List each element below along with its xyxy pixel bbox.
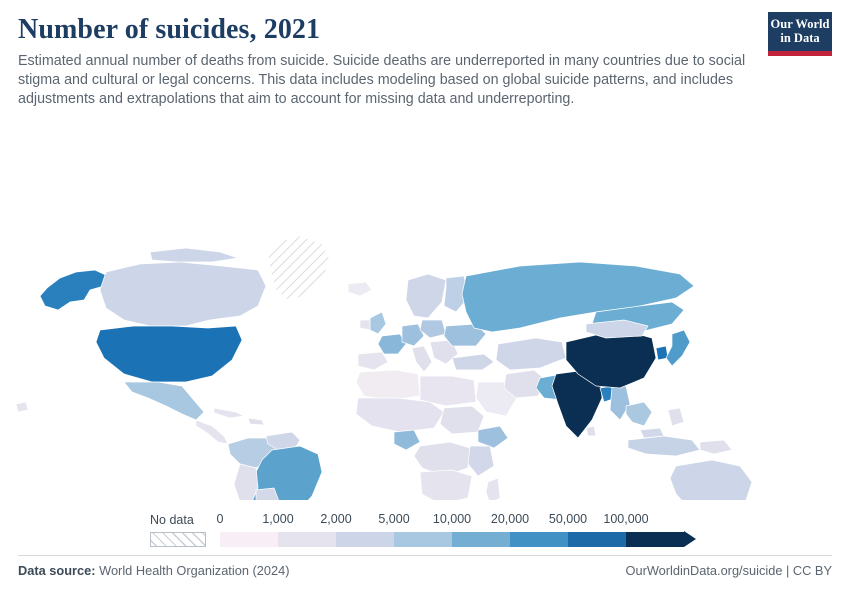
country-cuba (214, 408, 244, 418)
legend-arrow-icon (684, 531, 696, 547)
country-philippines (668, 408, 684, 426)
legend-bin-3[interactable] (394, 532, 452, 547)
legend-bin-6[interactable] (568, 532, 626, 547)
legend-bin-7[interactable] (626, 532, 684, 547)
country-greenland (268, 236, 330, 300)
country-ethiopia (478, 426, 508, 448)
country-canada-islands (150, 248, 238, 262)
logo-line-1: Our World (770, 16, 830, 31)
country-mexico (124, 382, 204, 420)
country-canada (100, 262, 266, 326)
world-choropleth-map[interactable] (0, 120, 850, 500)
country-italy (412, 346, 432, 372)
our-world-in-data-logo[interactable] (768, 12, 832, 56)
chart-footer (18, 555, 832, 584)
country-nigeria (394, 430, 420, 450)
legend-bin-2[interactable] (336, 532, 394, 547)
country-malaysia (640, 428, 664, 438)
page-title: Number of suicides, 2021 (18, 14, 321, 45)
source-url-link[interactable]: OurWorldinData.org/suicide (625, 563, 783, 578)
country-united-kingdom (370, 312, 386, 334)
legend-no-data-label: No data (150, 513, 194, 527)
country-east-africa (468, 446, 494, 476)
footer-separator: | (782, 563, 793, 578)
chart-header (18, 14, 758, 109)
data-source (18, 563, 290, 578)
legend-tick-6: 50,000 (548, 512, 588, 526)
country-peru (234, 464, 258, 500)
country-ireland (360, 320, 370, 330)
country-sri-lanka (586, 426, 596, 436)
legend-no-data-swatch[interactable] (150, 532, 206, 547)
country-spain-portugal (358, 352, 388, 370)
country-japan (666, 330, 690, 366)
legend-bin-4[interactable] (452, 532, 510, 547)
country-norway-sweden (406, 274, 446, 318)
legend-tick-1: 1,000 (262, 512, 294, 526)
country-iceland (348, 282, 372, 296)
country-papua-new-guinea (700, 440, 732, 454)
country-turkey (452, 354, 494, 370)
data-source-label: Data source: (18, 563, 96, 578)
country-australia (670, 460, 752, 500)
legend-bin-0[interactable] (220, 532, 278, 547)
license-link[interactable]: CC BY (792, 563, 832, 578)
country-thailand-vietnam (626, 402, 652, 426)
map-legend[interactable] (150, 512, 710, 554)
country-morocco-algeria (356, 370, 420, 400)
legend-tick-4: 10,000 (432, 512, 472, 526)
country-central-america (196, 420, 228, 444)
country-alaska (40, 270, 108, 310)
country-hispaniola (248, 418, 264, 425)
country-caribbean-dot (16, 402, 28, 412)
country-central-asia (496, 338, 566, 370)
legend-bin-1[interactable] (278, 532, 336, 547)
legend-tick-0: 0 (216, 512, 224, 526)
chart-subtitle: Estimated annual number of deaths from suicide. Suicide deaths are underreported in many countries due to social stigma and cultural or legal concerns. This data includes modeling based on global suicide patterns, and includes adjustments and extrapolations that aim to account for missing data and underreporting. (18, 53, 746, 107)
legend-bin-5[interactable] (510, 532, 568, 547)
country-sahel (356, 398, 444, 432)
legend-tick-5: 20,000 (490, 512, 530, 526)
country-madagascar (486, 478, 500, 500)
logo-line-2: in Data (780, 30, 820, 45)
legend-tick-3: 5,000 (378, 512, 410, 526)
legend-tick-7: 100,000 (603, 512, 649, 526)
country-indonesia (628, 436, 700, 456)
country-angola-zambia (420, 470, 472, 500)
country-united-states (96, 326, 242, 382)
legend-color-bar[interactable] (220, 532, 696, 547)
legend-tick-2: 2,000 (320, 512, 352, 526)
footer-attribution (626, 563, 833, 578)
country-sudan (440, 406, 484, 434)
data-source-value: World Health Organization (2024) (99, 563, 290, 578)
